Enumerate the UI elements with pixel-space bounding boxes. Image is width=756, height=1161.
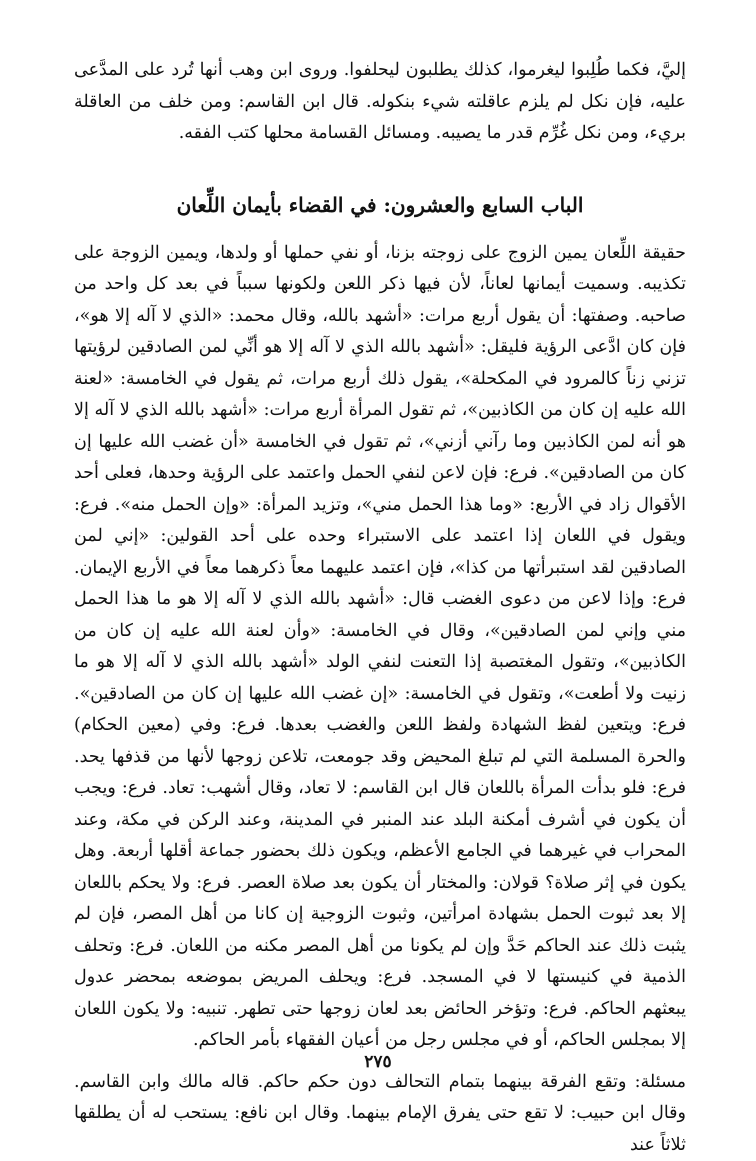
closing-paragraph: مسئلة: وتقع الفرقة بينهما بتمام التحالف دون حكم حاكم. قاله مالك وابن القاسم. وقال ابن حبيب: لا تقع حتى يفرق الإمام بينهما. وقال ابن نافع: يستحب له أن يطلقها ثلاثاً عند [74,1067,686,1161]
chapter-heading: الباب السابع والعشرون: في القضاء بأيمان اللِّعان [74,190,686,220]
page-number: ٢٧٥ [0,1052,756,1072]
main-paragraph: حقيقة اللِّعان يمين الزوج على زوجته بزنا، أو نفي حملها أو ولدها، ويمين الزوجة على تكذيبه. وسميت أيمانها لعاناً، لأن فيها ذكر اللعن ولكونها سبباً في بعد كل واحد من صاحبه. وصفتها: أن يقول أربع مرات: «أشهد بالله، وقال محمد: «الذي لا آله إلا هو»، فإن كان ادَّعى الرؤية فليقل: «أشهد بالله الذي لا آله إلا هو أنِّي لمن الصادقين لرؤيتها تزني زناً كالمرود في المكحلة»، يقول ذلك أربع مرات، ثم يقول في الخامسة: «لعنة الله عليه إن كان من الكاذبين»، ثم تقول المرأة أربع مرات: «أشهد بالله الذي لا آله إلا هو أنه لمن الكاذبين وما رآني أزني»، ثم تقول في الخامسة «أن غضب الله عليها إن كان من الصادقين». فرع: فإن لاعن لنفي الحمل واعتمد على الرؤية وحدها، فعلى أحد الأقوال زاد في الأربع: «وما هذا الحمل مني»، وتزيد المرأة: «وإن الحمل منه». فرع: ويقول في اللعان إذا اعتمد على الاستبراء وحده على أحد القولين: «إني لمن الصادقين لقد استبرأتها من كذا»، فإن اعتمد عليهما معاً ذكرهما معاً في الأربع الإيمان. فرع: وإذا لاعن من دعوى الغضب قال: «أشهد بالله الذي لا آله إلا هو ما هذا الحمل مني وإني لمن الصادقين»، وقال في الخامسة: «وأن لعنة الله عليه إن كان من الكاذبين»، وتقول المغتصبة إذا التعنت لنفي الولد «أشهد بالله الذي لا آله إلا هو ما زنيت ولا أطعت»، وتقول في الخامسة: «إن غضب الله عليها إن كان من الصادقين». فرع: ويتعين لفظ الشهادة ولفظ اللعن والغضب بعدها. فرع: وفي (معين الحكام) والحرة المسلمة التي لم تبلغ المحيض وقد جومعت، تلاعن زوجها لأنها من قذفها يحد. فرع: فلو بدأت المرأة باللعان قال ابن القاسم: لا تعاد، وقال أشهب: تعاد. فرع: ويجب أن يكون في أشرف أمكنة البلد عند المنبر في المدينة، وعند الركن في مكة، وعند المحراب في غيرهما في الجامع الأعظم، ويكون ذلك بحضور جماعة أقلها أربعة. وهل يكون في إثر صلاة؟ قولان: والمختار أن يكون بعد صلاة العصر. فرع: ولا يحكم باللعان إلا بعد ثبوت الحمل بشهادة امرأتين، وثبوت الزوجية إن كانا من أهل المصر، فإن لم يثبت ذلك عند الحاكم حَدَّ وإن لم يكونا من أهل المصر مكنه من اللعان. فرع: وتحلف الذمية في كنيستها لا في المسجد. فرع: ويحلف المريض بموضعه بمحضر عدول يبعثهم الحاكم. فرع: وتؤخر الحائض بعد لعان زوجها حتى تطهر. تنبيه: ولا يكون اللعان إلا بمجلس الحاكم، أو في مجلس رجل من أعيان الفقهاء بأمر الحاكم. [74,238,686,1057]
opening-paragraph: إليَّ، فكما طُلِبوا ليغرموا، كذلك يطلبون ليحلفوا. وروى ابن وهب أنها تُرد على المدَّعى عليه، فإن نكل لم يلزم عاقلته شيء بنكوله. قال ابن القاسم: ومن خلف من العاقلة بريء، ومن نكل غُرِّم قدر ما يصيبه. ومسائل القسامة محلها كتب الفقه. [74,55,686,150]
